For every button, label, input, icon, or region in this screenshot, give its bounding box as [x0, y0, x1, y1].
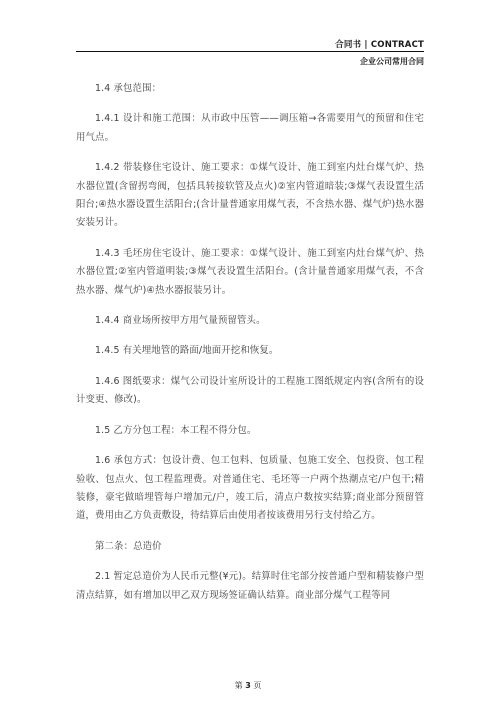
page-number: 3	[245, 681, 251, 690]
footer-suffix: 页	[253, 681, 262, 690]
paragraph-1-6: 1.6 承包方式：包设计费、包工包料、包质量、包施工安全、包投资、包工程验收、包点火、包工程监理费。对普通住宅、毛坯等一户两个热潮点宅/户包干;精装修，豪宅做暗埋管每户增加元/户，竣工后，清点户数按实结算;商业部分预留管道，费用由乙方负责敷设，待结算后由使用者按该费用另行支付给乙方。	[76, 455, 424, 522]
paragraph-1-5: 1.5 乙方分包工程：本工程不得分包。	[95, 424, 257, 436]
document-body	[76, 80, 424, 617]
page-footer	[0, 680, 496, 691]
footer-prefix: 第	[234, 681, 243, 690]
paragraph-1-4-1: 1.4.1 设计和施工范围：从市政中压管——调压箱→各需要用气的预留和住宅用气点。	[76, 113, 424, 143]
paragraph-2-1: 2.1 暂定总造价为人民币元整(¥元)。结算时住宅部分按普通户型和精装修户型清点结算，如有增加以甲乙双方现场签证确认结算。商业部分煤气工程等同	[76, 571, 424, 601]
paragraph-scope-heading: 1.4 承包范围：	[95, 83, 162, 94]
paragraph-1-4-2: 1.4.2 带装修住宅设计、施工要求：①煤气设计、施工到室内灶台煤气炉、热水器位置(含留拐弯阀，包括具转接软管及点火)②室内管道暗装;③煤气表设置生活阳台;④热水器设置生活阳台;(含计量普通家用煤气表，不含热水器、煤气炉)热水器安装另计。	[76, 162, 424, 229]
paragraph-1-4-3: 1.4.3 毛坯房住宅设计、施工要求：①煤气设计、施工到室内灶台煤气炉、热水器位置;②室内管道明装;③煤气表设置生活阳台。(含计量普通家用煤气表，不含热水器、煤气炉)④热水器报装另计。	[76, 247, 424, 296]
paragraph-1-4-4: 1.4.4 商业场所按甲方用气量预留管头。	[95, 315, 266, 327]
header-title: 合同书 | CONTRACT	[335, 40, 424, 50]
paragraph-1-4-6: 1.4.6 图纸要求：煤气公司设计室所设计的工程施工图纸规定内容(含所有的设计变更、修改)。	[76, 375, 424, 406]
section-2-heading: 第二条：总造价	[95, 540, 162, 552]
header-subtitle: 企业公司常用合同	[360, 57, 424, 66]
paragraph-1-4-5: 1.4.5 有关埋地管的路面/地面开挖和恢复。	[95, 345, 279, 357]
header-divider	[76, 51, 424, 52]
